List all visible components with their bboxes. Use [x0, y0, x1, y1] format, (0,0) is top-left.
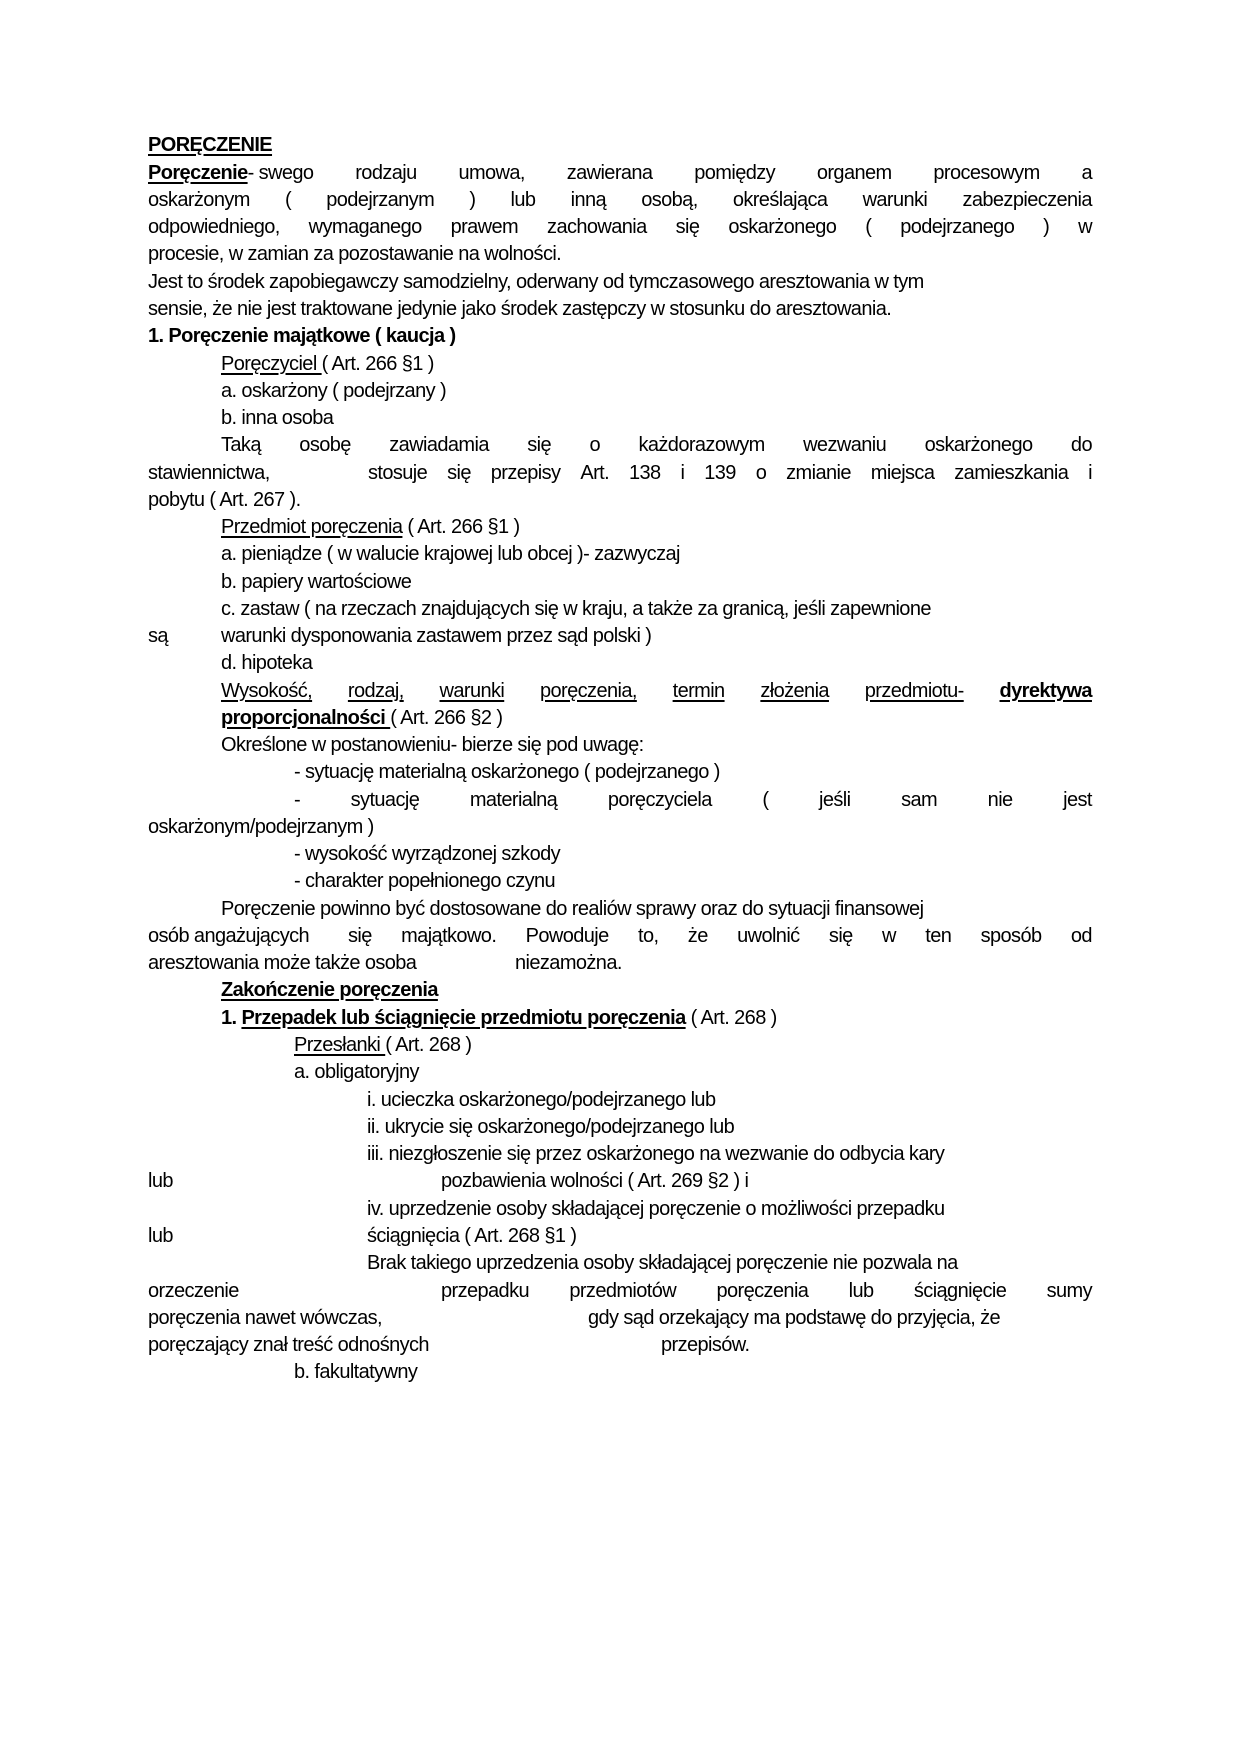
- word: zmianie: [786, 462, 851, 484]
- word: każdorazowym: [638, 434, 765, 456]
- mandatory-item-iii-cont: pozbawienia wolności ( Art. 269 §2 ) i: [441, 1170, 749, 1192]
- word: miejsca: [870, 462, 935, 484]
- word: się: [527, 434, 552, 456]
- word: podejrzanego: [900, 216, 1015, 238]
- adjust-line-3a: aresztowania może także osoba: [148, 952, 417, 974]
- word: wezwaniu: [803, 434, 887, 456]
- word: rodzaj,: [347, 680, 404, 702]
- mandatory-item-iv-cont: ściągnięcia ( Art. 268 §1 ): [367, 1225, 577, 1247]
- word: że: [687, 925, 708, 947]
- forfeiture-label: Przepadek lub ściągnięcie przedmiotu poręczenia: [241, 1007, 686, 1029]
- word: osobą,: [641, 189, 698, 211]
- subject-heading: [221, 515, 520, 539]
- item-number: 1.: [221, 1007, 242, 1029]
- consideration-1: - sytuację materialną oskarżonego ( podejrzanego ): [294, 761, 720, 783]
- notice-line-2a: stawiennictwa,: [148, 462, 270, 484]
- word: zawierana: [566, 162, 653, 184]
- word: Powoduje: [525, 925, 609, 947]
- word: Wysokość,: [221, 680, 313, 702]
- word: ): [469, 189, 476, 211]
- subject-hanging-word: są: [148, 625, 168, 647]
- word: uwolnić: [737, 925, 800, 947]
- word: się: [348, 925, 372, 947]
- word: zabezpieczenia: [962, 189, 1092, 211]
- word: Taką: [221, 434, 261, 456]
- word: w: [882, 925, 896, 947]
- word: prawem: [450, 216, 519, 238]
- adjust-line-1: Poręczenie powinno być dostosowane do realiów sprawy oraz do sytuacji finansowej: [221, 898, 924, 920]
- word: procesowym: [933, 162, 1040, 184]
- proportionality-term: dyrektywa: [999, 680, 1092, 702]
- subject-item-d: d. hipoteka: [221, 652, 313, 674]
- subject-item-c-cont: warunki dysponowania zastawem przez sąd polski ): [221, 625, 652, 647]
- warning-line-2a: orzeczenie: [148, 1280, 239, 1302]
- word: o: [755, 462, 767, 484]
- word: przedmiotu-: [864, 680, 964, 702]
- optional-label: b. fakultatywny: [294, 1361, 418, 1383]
- premises-ref: ( Art. 268 ): [385, 1034, 472, 1056]
- amount-ref: ( Art. 266 §2 ): [390, 707, 503, 729]
- word: jest: [1063, 789, 1092, 811]
- consideration-4: - charakter popełnionego czynu: [294, 870, 556, 892]
- word: jeśli: [819, 789, 851, 811]
- word: ten: [925, 925, 952, 947]
- notice-line-1: [221, 433, 1092, 457]
- word: sposób: [980, 925, 1042, 947]
- word: o: [589, 434, 601, 456]
- word: warunki: [862, 189, 928, 211]
- amount-line-1: [221, 679, 1092, 703]
- subject-item-a: a. pieniądze ( w walucie krajowej lub obcej )- zazwyczaj: [221, 543, 680, 565]
- word: się: [447, 462, 471, 484]
- word: przedmiotów: [569, 1280, 677, 1302]
- guarantor-item-a: a. oskarżony ( podejrzany ): [221, 380, 447, 402]
- word: poręczenia: [716, 1280, 809, 1302]
- word: inną: [570, 189, 607, 211]
- word: zachowania: [547, 216, 647, 238]
- word: Art.: [580, 462, 610, 484]
- definition-line-1: [148, 161, 1092, 185]
- word: odpowiedniego,: [148, 216, 280, 238]
- section-1-heading: 1. Poręczenie majątkowe ( kaucja ): [148, 325, 456, 347]
- word: osobę: [299, 434, 351, 456]
- word: określająca: [732, 189, 828, 211]
- word: od: [1070, 925, 1092, 947]
- word: 139: [704, 462, 736, 484]
- intro-line-2: sensie, że nie jest traktowane jedynie jako środek zastępczy w stosunku do aresztowania.: [148, 298, 892, 320]
- notice-line-3: pobytu ( Art. 267 ).: [148, 489, 301, 511]
- considerations-intro: Określone w postanowieniu- bierze się pod uwagę:: [221, 734, 644, 756]
- consideration-2: [294, 788, 1092, 812]
- word: oskarżonym: [148, 189, 250, 211]
- mandatory-item-ii: ii. ukrycie się oskarżonego/podejrzanego lub: [367, 1116, 735, 1138]
- consideration-2-cont: oskarżonym/podejrzanym ): [148, 816, 374, 838]
- warning-line-4b: przepisów.: [661, 1334, 750, 1356]
- word: nie: [987, 789, 1013, 811]
- word: sam: [901, 789, 938, 811]
- word: zamieszkania: [954, 462, 1069, 484]
- word: to,: [638, 925, 659, 947]
- word: złożenia: [760, 680, 829, 702]
- word: zawiadamia: [389, 434, 489, 456]
- word: (: [762, 789, 769, 811]
- warning-line-3a: poręczenia nawet wówczas,: [148, 1307, 383, 1329]
- word: się: [675, 216, 700, 238]
- word: sytuację: [350, 789, 420, 811]
- amount-line-2: [221, 706, 502, 730]
- subject-ref: ( Art. 266 §1 ): [402, 516, 520, 538]
- hanging-word-lub-2: lub: [148, 1225, 173, 1247]
- notice-line-2b: [368, 461, 1092, 485]
- termination-item-1: [221, 1006, 777, 1030]
- mandatory-label: a. obligatoryjny: [294, 1061, 419, 1083]
- subject-label: Przedmiot poręczenia: [221, 516, 403, 538]
- word: w: [1078, 216, 1092, 238]
- word: ściągnięcie: [913, 1280, 1007, 1302]
- word: podejrzanym: [326, 189, 435, 211]
- word: pomiędzy: [694, 162, 776, 184]
- word: rodzaju: [355, 162, 417, 184]
- consideration-3: - wysokość wyrządzonej szkody: [294, 843, 561, 865]
- adjust-line-2b: [348, 924, 1092, 948]
- guarantor-item-b: b. inna osoba: [221, 407, 334, 429]
- definition-term: Poręczenie: [148, 162, 248, 184]
- word: oskarżonego: [924, 434, 1033, 456]
- word: poręczenia,: [540, 680, 637, 702]
- intro-line-1: Jest to środek zapobiegawczy samodzielny, oderwany od tymczasowego aresztowania w tym: [148, 271, 924, 293]
- word: oskarżonego: [728, 216, 837, 238]
- warning-line-1: Brak takiego uprzedzenia osoby składającej poręczenie nie pozwala na: [367, 1252, 958, 1274]
- word: a: [1081, 162, 1092, 184]
- word: - swego: [247, 162, 314, 184]
- warning-line-3b: gdy sąd orzekający ma podstawę do przyjęcia, że: [588, 1307, 1001, 1329]
- mandatory-item-iii: iii. niezgłoszenie się przez oskarżonego na wezwanie do odbycia kary: [367, 1143, 945, 1165]
- word: stosuje: [368, 462, 428, 484]
- warning-line-4a: poręczający znał treść odnośnych: [148, 1334, 429, 1356]
- word: do: [1070, 434, 1092, 456]
- premises-heading: [294, 1033, 471, 1057]
- guarantor-heading: [221, 352, 434, 376]
- word: się: [828, 925, 853, 947]
- word: lub: [510, 189, 536, 211]
- word: poręczyciela: [607, 789, 712, 811]
- word: ): [1043, 216, 1050, 238]
- mandatory-item-iv: iv. uprzedzenie osoby składającej poręczenie o możliwości przepadku: [367, 1198, 945, 1220]
- word: materialną: [469, 789, 558, 811]
- definition-line-4: procesie, w zamian za pozostawanie na wolności.: [148, 243, 562, 265]
- word: przepisy: [490, 462, 561, 484]
- word: wymaganego: [308, 216, 422, 238]
- termination-heading: Zakończenie poręczenia: [221, 979, 438, 1001]
- word: (: [865, 216, 872, 238]
- mandatory-item-i: i. ucieczka oskarżonego/podejrzanego lub: [367, 1089, 716, 1111]
- word: 138: [628, 462, 661, 484]
- guarantor-label: Poręczyciel: [221, 353, 322, 375]
- guarantor-ref: ( Art. 266 §1 ): [321, 353, 434, 375]
- forfeiture-ref: ( Art. 268 ): [685, 1007, 777, 1029]
- word: organem: [816, 162, 892, 184]
- proportionality-term-cont: proporcjonalności: [221, 707, 391, 729]
- word: majątkowo.: [401, 925, 497, 947]
- subject-item-b: b. papiery wartościowe: [221, 571, 412, 593]
- premises-label: Przesłanki: [294, 1034, 386, 1056]
- warning-line-2b: [441, 1279, 1092, 1303]
- hanging-word-lub-1: lub: [148, 1170, 173, 1192]
- definition-line-3: [148, 215, 1092, 239]
- word: (: [285, 189, 292, 211]
- word: -: [294, 789, 301, 811]
- adjust-line-2a: osób angażujących: [148, 925, 310, 947]
- subject-item-c: c. zastaw ( na rzeczach znajdujących się w kraju, a także za granicą, jeśli zapewnione: [221, 598, 931, 620]
- word: i: [680, 462, 685, 484]
- word: przepadku: [441, 1280, 529, 1302]
- word: warunki: [439, 680, 505, 702]
- word: umowa,: [458, 162, 525, 184]
- word: sumy: [1046, 1280, 1092, 1302]
- definition-line-2: [148, 188, 1092, 212]
- document-title: PORĘCZENIE: [148, 134, 273, 156]
- word: termin: [672, 680, 725, 702]
- word: lub: [848, 1280, 874, 1302]
- adjust-line-3b: niezamożna.: [515, 952, 622, 974]
- word: i: [1088, 462, 1092, 484]
